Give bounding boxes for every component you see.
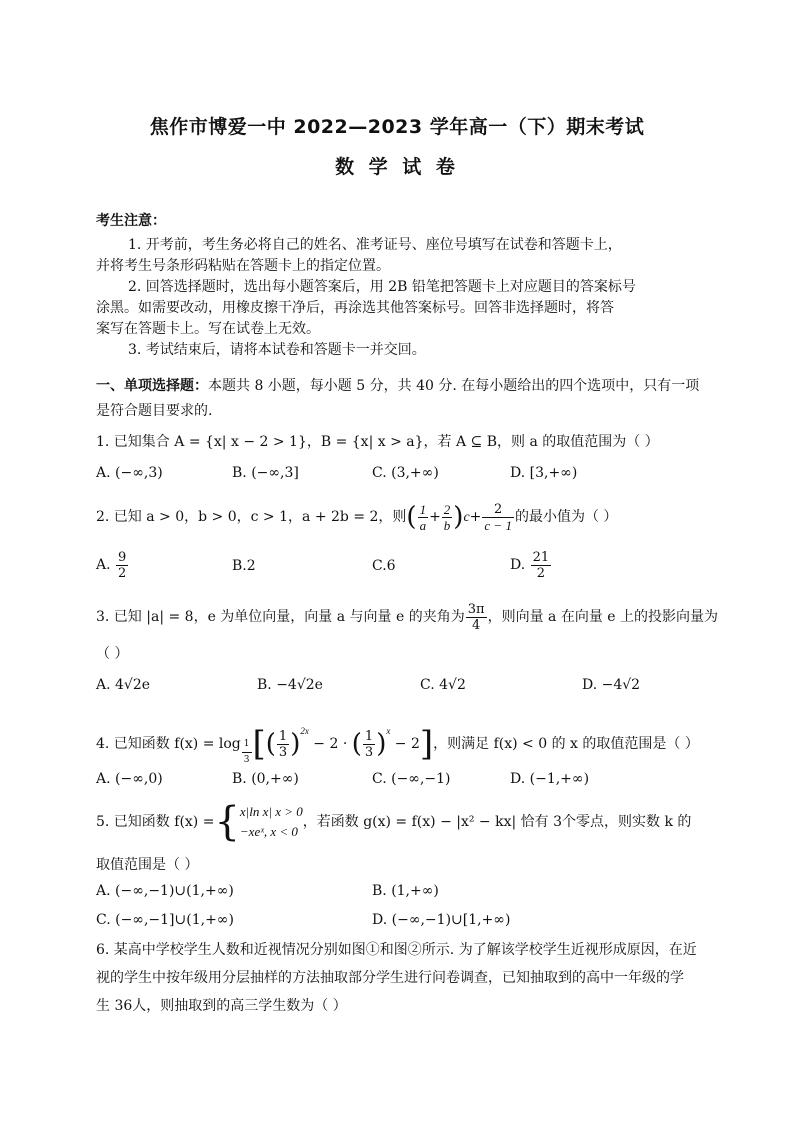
q6-line-2: 视的学生中按年级用分层抽样的方法抽取部分学生进行问卷调查，已知抽取到的高中一年级的学	[96, 970, 684, 986]
q5-option-b: B. (1,+∞)	[372, 883, 439, 899]
q1-stem: 1. 已知集合 A = {x| x − 2 > 1}，B = {x| x > a}，若 A ⊆ B，则 a 的取值范围为（ ）	[96, 434, 659, 450]
q4-option-a: A. (−∞,0)	[96, 771, 163, 787]
exam-subtitle: 数 学 试 卷	[335, 156, 459, 178]
q4-option-b: B. (0,+∞)	[232, 771, 299, 787]
q2-suffix: 的最小值为（ ）	[514, 509, 618, 525]
q3-option-b: B. −4√2e	[257, 677, 323, 693]
q5-stem: 5. 已知函数 f(x) ={ x|ln x| x > 0 −xeˣ, x < 0 ，若函数 g(x) = f(x) − |x² − kx| 恰有 3个零点，则实数 k 的	[96, 799, 692, 845]
section-1-desc-2: 是符合题目要求的.	[96, 403, 213, 419]
q3-stem: 3. 已知 |a| = 8，e 为单位向量，向量 a 与向量 e 的夹角为 $\frac{3\pi}{4}$ ，则向量 a 在向量 e 上的投影向量为	[96, 601, 719, 633]
q2-frac-1: $\frac{1}{a}$	[419, 501, 427, 533]
notice-line-5: 案写在答题卡上。写在试卷上无效。	[96, 321, 320, 337]
section-1-desc: 本题共 8 小题，每小题 5 分，共 40 分. 在每小题给出的四个选项中，只有一项	[208, 378, 700, 394]
q1-option-c: C. (3,+∞)	[372, 465, 439, 481]
q1-option-b: B. (−∞,3]	[232, 465, 299, 481]
notice-line-3: 2. 回答选择题时，选出每小题答案后，用 2B 铅笔把答题卡上对应题目的答案标号	[128, 279, 636, 295]
notice-heading: 考生注意：	[96, 213, 166, 229]
q3-option-d: D. −4√2	[582, 677, 641, 693]
q5-option-d: D. (−∞,−1)∪[1,+∞)	[372, 912, 511, 928]
notice-line-2: 并将考生号条形码粘贴在答题卡上的指定位置。	[96, 258, 390, 274]
section-1-heading: 一、单项选择题：	[96, 378, 208, 394]
q1-option-d: D. [3,+∞)	[510, 465, 578, 481]
q2-option-b: B.2	[232, 558, 256, 574]
q3-paren: （ ）	[96, 646, 129, 662]
q3-option-c: C. 4√2	[420, 677, 466, 693]
q5-piecewise: x|ln x| x > 0 −xeˣ, x < 0	[239, 804, 303, 839]
section-1-intro	[96, 377, 699, 395]
q6-line-3: 生 36人，则抽取到的高三学生数为（ ）	[96, 998, 347, 1014]
q4-option-d: D. (−1,+∞)	[510, 771, 590, 787]
q2-option-c: C.6	[372, 558, 396, 574]
q2-option-a: A. $\frac{9}{2}$	[96, 549, 127, 581]
q2-stem: 2. 已知 a > 0，b > 0，c > 1，a + 2b = 2，则( $\frac{1}{a}$ + $\frac{2}{b}$ )c+ $\frac{2}{c - 1}$ 的最小值为（ ）	[96, 501, 618, 533]
notice-line-1: 1. 开考前，考生务必将自己的姓名、准考证号、座位号填写在试卷和答题卡上，	[128, 237, 622, 253]
q4-log-base: $\frac{1}{3}$	[243, 739, 250, 765]
q5-line-2: 取值范围是（ ）	[96, 857, 199, 873]
q5-option-a: A. (−∞,−1)∪(1,+∞)	[96, 883, 234, 899]
q6-line-1: 6. 某高中学校学生人数和近视情况分别如图①和图②所示. 为了解该学校学生近视形成原因，在近	[96, 942, 697, 958]
q4-option-c: C. (−∞,−1)	[372, 771, 451, 787]
q2-prefix: 2. 已知 a > 0，b > 0，c > 1，a + 2b = 2，则	[96, 509, 407, 525]
q3-option-a: A. 4√2e	[96, 677, 151, 693]
q2-option-d: D. $\frac{21}{2}$	[510, 549, 550, 581]
q5-option-c: C. (−∞,−1]∪(1,+∞)	[96, 912, 234, 928]
q3-angle: $\frac{3\pi}{4}$	[467, 601, 485, 633]
q1-option-a: A. (−∞,3)	[96, 465, 163, 481]
notice-line-4: 涂黑。如需要改动，用橡皮擦干净后，再涂选其他答案标号。回答非选择题时，将答	[96, 300, 614, 316]
q4-stem: 4. 已知函数 f(x) = log $\frac{1}{3}$ [( $\frac{1}{3}$ )$^{2x}$ − 2 · ( $\frac{1}{3}$ )$^x$ − 2]，则满足 f(x) < 0 的 x 的取值范围是（ ）	[96, 710, 699, 768]
notice-line-6: 3. 考试结束后，请将本试卷和答题卡一并交回。	[128, 342, 426, 358]
exam-title: 焦作市博爱一中 2022—2023 学年高一（下）期末考试	[149, 116, 645, 138]
q2-frac-3: $\frac{2}{c - 1}$	[484, 501, 512, 533]
q2-frac-2: $\frac{2}{b}$	[443, 501, 451, 533]
